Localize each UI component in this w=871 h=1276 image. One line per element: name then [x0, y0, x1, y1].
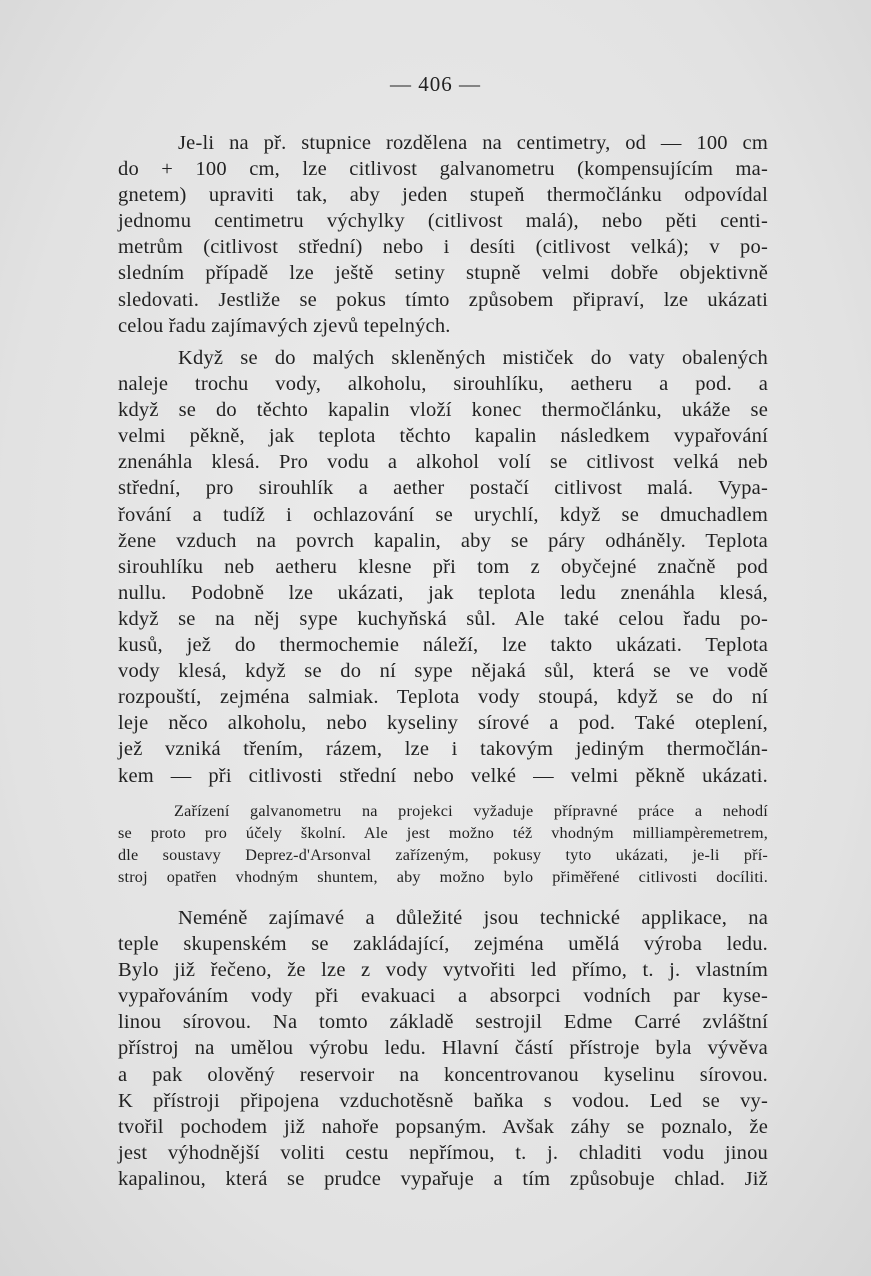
note-line: Zařízení galvanometru na projekci vyžaduje přípravné práce a nehodí — [174, 802, 768, 820]
text-line: přístroj na umělou výrobu ledu. Hlavní částí přístroje byla vývěva — [118, 1037, 768, 1060]
text-line: leje něco alkoholu, nebo kyseliny sírové a pod. Také oteplení, — [118, 712, 768, 735]
text-line: znenáhla klesá. Pro vodu a alkohol volí se citlivost velká neb — [118, 451, 768, 474]
paragraph-3 — [118, 905, 768, 1192]
page-number: — 406 — — [390, 72, 481, 96]
text-line: tvořil pochodem již nahoře popsaným. Avšak záhy se poznalo, že — [118, 1115, 768, 1138]
text-line: vypařováním vody při evakuaci a absorpci vodních par kyse- — [118, 985, 768, 1008]
text-line: kapalinou, která se prudce vypařuje a tím způsobuje chlad. Již — [118, 1167, 768, 1190]
text-line: velmi pěkně, jak teplota těchto kapalin následkem vypařování — [118, 425, 768, 448]
text-line: gnetem) upraviti tak, aby jeden stupeň thermočlánku odpovídal — [118, 184, 768, 207]
text-line: kusů, jež do thermochemie náleží, lze takto ukázati. Teplota — [118, 634, 768, 657]
text-line: K přístroji připojena vzduchotěsně baňka s vodou. Led se vy- — [118, 1089, 768, 1112]
text-line: nullu. Podobně lze ukázati, jak teplota ledu znenáhla klesá, — [118, 581, 768, 604]
text-line: metrům (citlivost střední) nebo i desíti (citlivost velká); v po- — [118, 236, 768, 259]
text-line: jež vzniká třením, rázem, lze i takovým jediným thermočlán- — [118, 738, 768, 761]
text-line: vody klesá, když se do ní sype nějaká sůl, která se ve vodě — [118, 660, 768, 683]
text-line: naleje trochu vody, alkoholu, sirouhlíku, aetheru a pod. a — [118, 373, 768, 396]
footnote — [118, 800, 768, 888]
text-line: střední, pro sirouhlík a aether postačí citlivost malá. Vypa- — [118, 477, 768, 500]
text-line: celou řadu zajímavých zjevů tepelných. — [118, 314, 451, 337]
note-line: se proto pro účely školní. Ale jest možno též vhodným milliampèremetrem, — [118, 824, 768, 842]
text-line: Je-li na př. stupnice rozdělena na centimetry, od — 100 cm — [178, 132, 768, 154]
text-line: a pak olověný reservoir na koncentrovanou kyselinu sírovou. — [118, 1063, 768, 1086]
text-line: teple skupenském se zakládající, zejména umělá výroba ledu. — [118, 933, 768, 956]
text-line: sledním případě lze ještě setiny stupně velmi dobře objektivně — [118, 262, 768, 285]
text-line: sirouhlíku neb aetheru klesne při tom z obyčejné značně pod — [118, 555, 768, 578]
text-line: rozpouští, zejména salmiak. Teplota vody stoupá, když se do ní — [118, 686, 768, 709]
text-line: když se na něj sype kuchyňská sůl. Ale také celou řadu po- — [118, 607, 768, 630]
text-line: sledovati. Jestliže se pokus tímto způsobem připraví, lze ukázati — [118, 288, 768, 311]
text-line: jest výhodnější voliti cestu nepřímou, t. j. chladiti vodu jinou — [118, 1141, 768, 1164]
note-line: stroj opatřen vhodným shuntem, aby možno bylo přiměřené citlivosti docíliti. — [118, 868, 768, 886]
text-line: do + 100 cm, lze citlivost galvanometru (kompensujícím ma- — [118, 158, 768, 181]
text-line: Neméně zajímavé a důležité jsou technické applikace, na — [178, 907, 768, 929]
paragraph-2 — [118, 345, 768, 789]
text-line: když se do těchto kapalin vloží konec thermočlánku, ukáže se — [118, 399, 768, 422]
text-line: Bylo již řečeno, že lze z vody vytvořiti led přímo, t. j. vlastním — [118, 959, 768, 982]
text-line: žene vzduch na povrch kapalin, aby se páry odháněly. Teplota — [118, 529, 768, 552]
text-line: jednomu centimetru výchylky (citlivost malá), nebo pěti centi- — [118, 210, 768, 233]
text-line: řování a tudíž i ochlazování se urychlí, když se dmuchadlem — [118, 503, 768, 526]
note-line: dle soustavy Deprez-d'Arsonval zařízeným, pokusy tyto ukázati, je-li pří- — [118, 846, 768, 864]
paragraph-1 — [118, 130, 768, 339]
text-line: Když se do malých skleněných mističek do vaty obalených — [178, 347, 768, 369]
text-line: kem — při citlivosti střední nebo velké — velmi pěkně ukázati. — [118, 764, 768, 787]
text-line: linou sírovou. Na tomto základě sestrojil Edme Carré zvláštní — [118, 1011, 768, 1034]
